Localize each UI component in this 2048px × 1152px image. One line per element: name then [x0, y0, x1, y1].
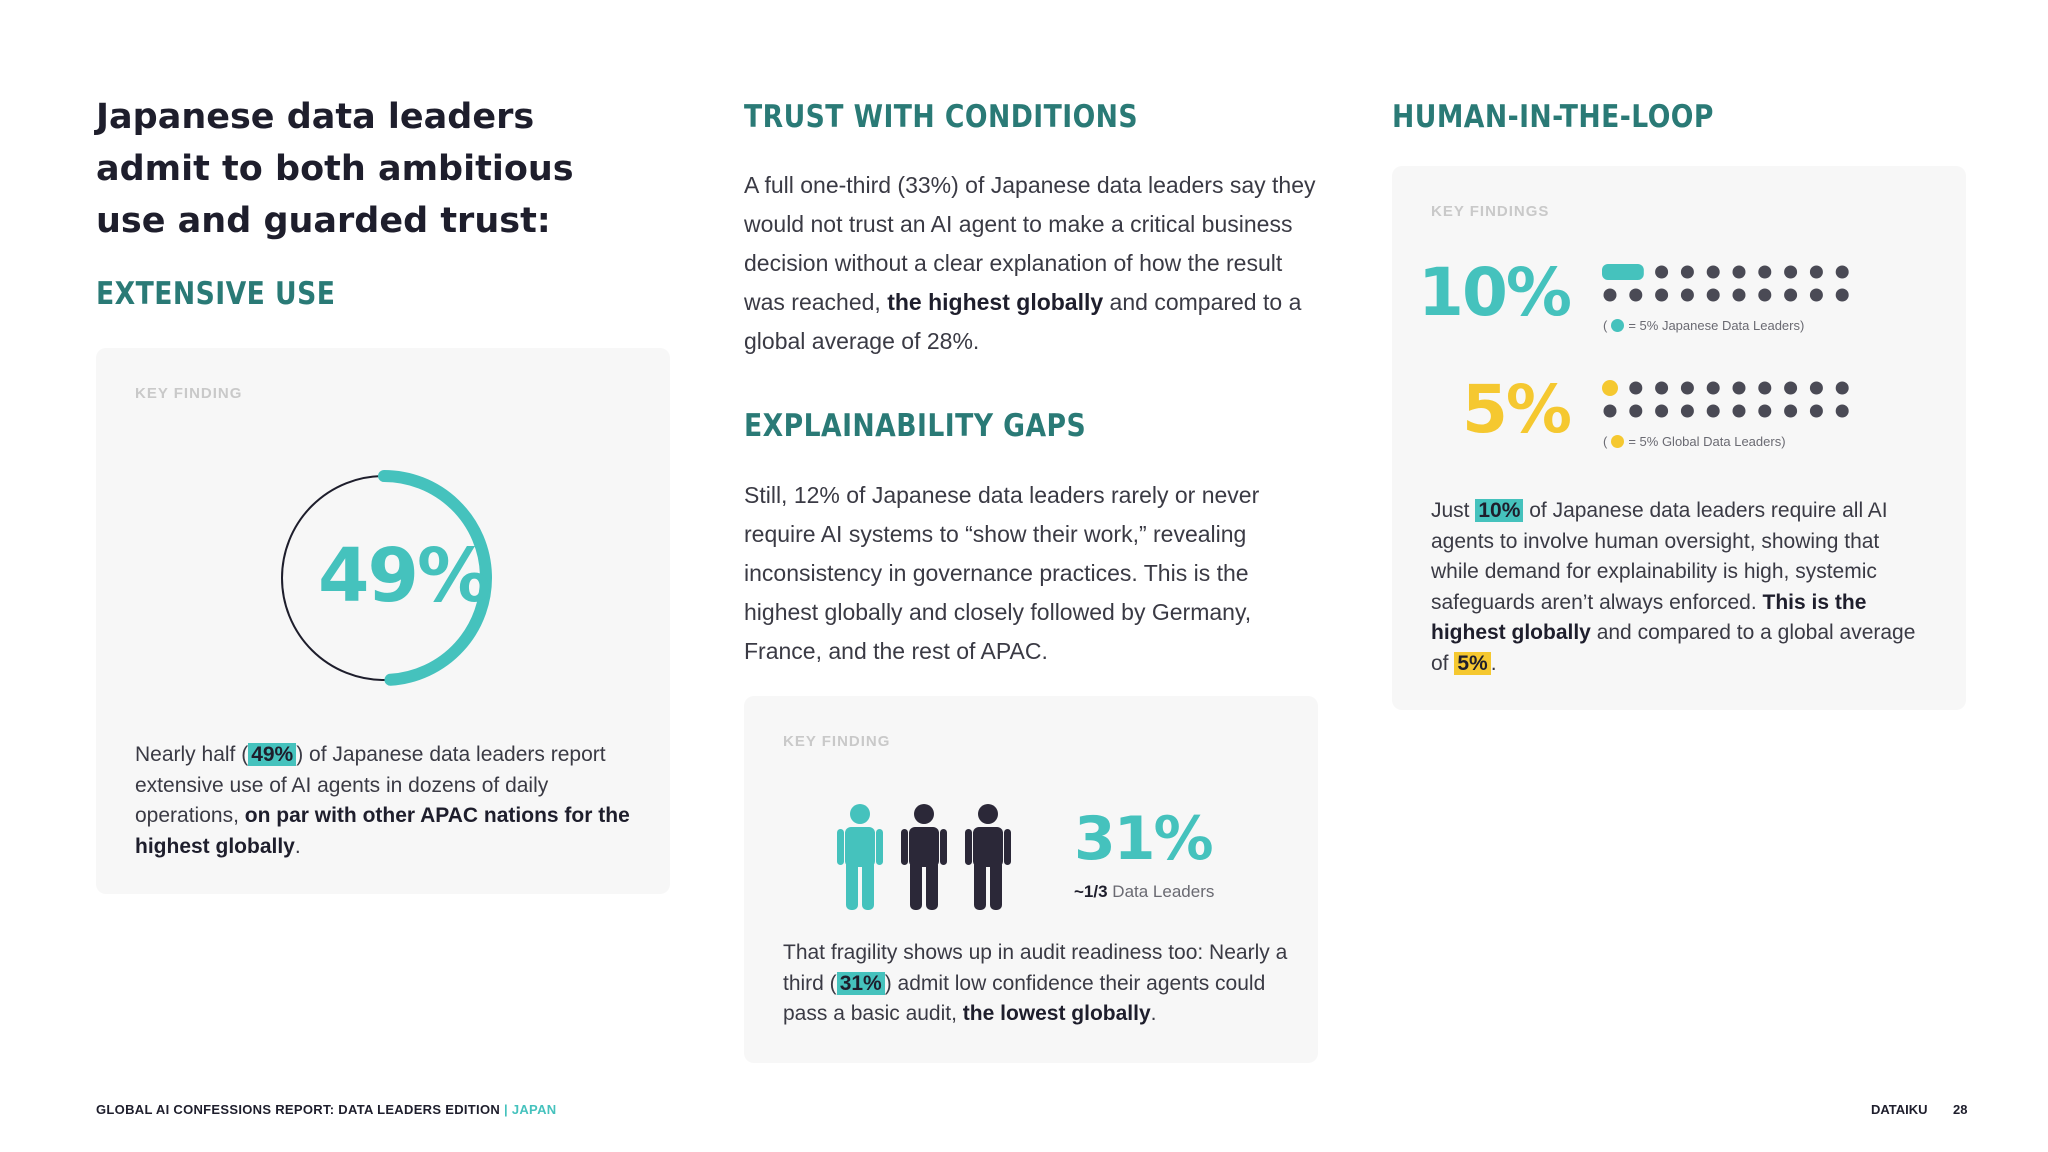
text-segment: ) of Japanese data leaders report extensive use of AI agents in dozens of daily operations,: [135, 743, 606, 827]
footer-report-title: [96, 1102, 556, 1117]
explainability-card: [744, 696, 1318, 1063]
highlight-badge: 31%: [837, 972, 885, 995]
text-segment: That fragility shows up in audit readiness too: Nearly a third (: [783, 941, 1288, 995]
dot: [1629, 405, 1642, 418]
explainability-text: Still, 12% of Japanese data leaders rarely or never require AI systems to “show their work,” revealing inconsistency in governance practices. This is the highest globally and closely followed by Germany, France, and the rest of APAC.: [744, 482, 1260, 664]
text-segment: ) admit low confidence their agents could pass a basic audit,: [783, 971, 1266, 1025]
card-label: KEY FINDING: [135, 385, 243, 402]
bold-segment: the lowest globally: [962, 1002, 1151, 1025]
extensive-use-heading: EXTENSIVE USE: [96, 276, 336, 312]
dot: [1758, 289, 1771, 302]
dot: [1604, 289, 1617, 302]
trust-heading: TRUST WITH CONDITIONS: [744, 99, 1139, 135]
text-segment: .: [1490, 651, 1497, 675]
dot: [1836, 405, 1849, 418]
global-legend: [1603, 434, 1786, 449]
highlight-badge: 49%: [248, 743, 296, 766]
dot: [1810, 289, 1823, 302]
person-icon: [964, 804, 1012, 910]
footer-region: JAPAN: [511, 1102, 557, 1117]
japan-legend: [1603, 318, 1804, 333]
dot: [1758, 382, 1771, 395]
dot: [1655, 289, 1668, 302]
bold-segment: the highest globally: [887, 289, 1104, 315]
dot: [1733, 382, 1746, 395]
intro-line: admit to both ambitious: [96, 149, 574, 189]
dot: [1784, 382, 1797, 395]
intro-line: use and guarded trust:: [96, 201, 551, 241]
text-segment: and compared to a global average of 28%.: [744, 289, 1302, 354]
human-loop-heading: HUMAN-IN-THE-LOOP: [1392, 99, 1714, 135]
human-loop-text: [1431, 496, 1931, 679]
explainability-heading: EXPLAINABILITY GAPS: [744, 408, 1087, 444]
dot: [1655, 266, 1668, 279]
dot: [1733, 405, 1746, 418]
stat-caption: [1074, 882, 1214, 902]
dot: [1655, 382, 1668, 395]
dot: [1629, 289, 1642, 302]
footer-separator: |: [503, 1102, 508, 1117]
dot: [1707, 289, 1720, 302]
caption-bold: ~1/3: [1074, 882, 1108, 901]
dot: [1836, 382, 1849, 395]
intro-heading: [96, 91, 574, 247]
legend-paren: (: [1603, 434, 1608, 449]
teal-dot-icon: [1611, 319, 1624, 332]
explainability-card-text: [783, 938, 1293, 1030]
dot: [1784, 266, 1797, 279]
text-segment: .: [294, 834, 301, 858]
text-segment: of Japanese data leaders require all AI agents to involve human oversight, showing that while demand for explainability is high, systemic safeguards aren’t always enforced.: [1431, 499, 1888, 614]
text-segment: .: [1150, 1002, 1157, 1025]
dot: [1681, 382, 1694, 395]
legend-text: = 5% Global Data Leaders): [1628, 434, 1786, 449]
yellow-dot-icon: [1611, 435, 1624, 448]
dot: [1733, 266, 1746, 279]
footer-report: GLOBAL AI CONFESSIONS REPORT: DATA LEADERS EDITION: [96, 1102, 501, 1117]
dot: [1707, 266, 1720, 279]
dot: [1810, 266, 1823, 279]
caption-rest: Data Leaders: [1107, 882, 1215, 901]
dot: [1681, 405, 1694, 418]
dot: [1681, 289, 1694, 302]
dot: [1707, 382, 1720, 395]
dot: [1784, 289, 1797, 302]
global-dot-matrix: [1602, 380, 1852, 420]
stat-value: 31%: [1074, 804, 1212, 874]
highlight-dot: [1602, 264, 1644, 280]
person-icon: [900, 804, 948, 910]
highlight-dot: [1602, 380, 1618, 396]
dot: [1784, 405, 1797, 418]
dot: [1836, 289, 1849, 302]
bold-segment: on par with other APAC nations for the highest globally: [135, 804, 630, 858]
dot: [1758, 405, 1771, 418]
text-segment: A full one-third (33%) of Japanese data leaders say they would not trust an AI agent to make a critical business decision without a clear explanation of how the result was reached,: [744, 172, 1316, 315]
dot: [1681, 266, 1694, 279]
people-icon-row: [836, 804, 1012, 910]
extensive-use-text: [135, 740, 635, 862]
text-segment: and compared to a global average of: [1431, 621, 1916, 675]
dot: [1836, 266, 1849, 279]
dot: [1810, 382, 1823, 395]
highlight-badge: 10%: [1475, 499, 1523, 522]
dot: [1733, 289, 1746, 302]
legend-paren: (: [1603, 318, 1608, 333]
japan-stat: 10%: [1418, 254, 1570, 331]
bold-segment: This is the highest globally: [1431, 590, 1867, 644]
legend-text: = 5% Japanese Data Leaders): [1628, 318, 1805, 333]
highlight-badge: 5%: [1454, 652, 1490, 675]
footer-brand: DATAIKU: [1871, 1102, 1928, 1117]
card-label: KEY FINDINGS: [1431, 203, 1550, 220]
dot: [1707, 405, 1720, 418]
person-icon: [836, 804, 884, 910]
human-loop-card: [1392, 166, 1966, 710]
dot: [1810, 405, 1823, 418]
global-stat: 5%: [1461, 371, 1570, 448]
text-segment: Nearly half (: [135, 743, 249, 766]
card-label: KEY FINDING: [783, 733, 891, 750]
dot: [1758, 266, 1771, 279]
dot: [1655, 405, 1668, 418]
footer-page-number: 28: [1953, 1102, 1968, 1117]
intro-line: Japanese data leaders: [96, 97, 535, 137]
text-segment: Just: [1431, 499, 1476, 522]
trust-text: [744, 166, 1324, 361]
dot: [1604, 405, 1617, 418]
extensive-use-card: [96, 348, 670, 894]
donut-value: 49%: [318, 533, 490, 619]
dot: [1629, 382, 1642, 395]
japan-dot-matrix: [1602, 264, 1852, 304]
